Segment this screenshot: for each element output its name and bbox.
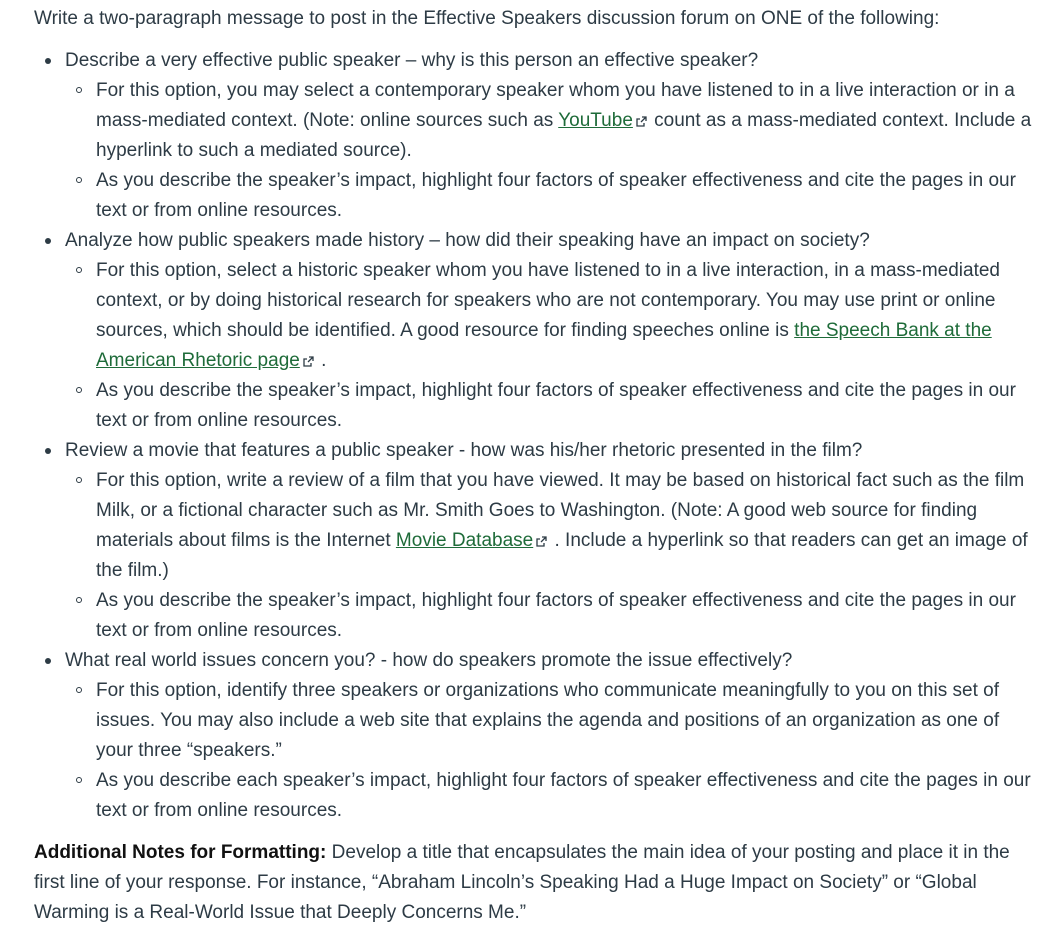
- option-list-item: [65, 226, 1034, 436]
- formatting-notes-paragraph: [34, 838, 1034, 928]
- option-list-item: [65, 646, 1034, 826]
- sub-list-item: As you describe each speaker’s impact, highlight four factors of speaker effectiveness and cite the pages in our text or from online resources.: [96, 766, 1034, 826]
- sub-text-before: For this option, you may select a contemporary speaker whom you have listened to in a live interaction or in a mass-mediated context. (Note: online sources such as: [96, 80, 1015, 131]
- sub-list-item: For this option, identify three speakers or organizations who communicate meaningfully to you on this set of issues. You may also include a web site that explains the agenda and positions of an organization as one of your three “speakers.”: [96, 676, 1034, 766]
- option-list-item: [65, 436, 1034, 646]
- assignment-content: [34, 4, 1034, 928]
- option-list-item: [65, 46, 1034, 226]
- sub-text-before: For this option, select a historic speaker whom you have listened to in a live interaction, in a mass-mediated context, or by doing historical research for speakers who are not contemporary. You may use print or online sources, which should be identified. A good resource for finding speeches online is: [96, 260, 1001, 341]
- youtube-link[interactable]: YouTube: [558, 110, 633, 131]
- sub-list-item: As you describe the speaker’s impact, highlight four factors of speaker effectiveness and cite the pages in our text or from online resources.: [96, 166, 1034, 226]
- option-heading: What real world issues concern you? - how do speakers promote the issue effectively?: [65, 650, 793, 671]
- speech-bank-link[interactable]: the Speech Bank at the American Rhetoric page: [96, 320, 992, 371]
- options-list: [34, 46, 1034, 826]
- sub-text-after: count as a mass-mediated context. Include a hyperlink to such a mediated source).: [96, 110, 1032, 161]
- option-heading: Describe a very effective public speaker – why is this person an effective speaker?: [65, 50, 759, 71]
- sub-text-after: .: [315, 350, 327, 371]
- option-sublist: [65, 676, 1034, 826]
- formatting-notes-text: Develop a title that encapsulates the main idea of your posting and place it in the first line of your response. For instance, “Abraham Lincoln’s Speaking Had a Huge Impact on Society” or “Global Warming is a Real-World Issue that Deeply Concerns Me.”: [34, 842, 1010, 923]
- option-sublist: [65, 256, 1034, 436]
- sub-list-item: [96, 256, 1034, 376]
- sub-text-before: For this option, write a review of a film that you have viewed. It may be based on historical fact such as the film Milk, or a fictional character such as Mr. Smith Goes to Washington. (Note: A good web source for finding materials about films is the Internet: [96, 470, 1025, 551]
- external-link-icon: [303, 356, 314, 367]
- option-heading: Analyze how public speakers made history – how did their speaking have an impact on society?: [65, 230, 870, 251]
- option-sublist: [65, 76, 1034, 226]
- movie-database-link[interactable]: Movie Database: [395, 530, 534, 551]
- sub-text-after: . Include a hyperlink so that readers can get an image of the film.): [96, 530, 1028, 581]
- intro-paragraph: Write a two-paragraph message to post in the Effective Speakers discussion forum on ONE of the following:: [34, 8, 940, 29]
- formatting-notes-label: Additional Notes for Formatting:: [34, 842, 327, 863]
- option-sublist: [65, 466, 1034, 646]
- external-link-icon: [536, 536, 547, 547]
- option-heading: Review a movie that features a public speaker - how was his/her rhetoric presented in the film?: [65, 440, 863, 461]
- external-link-icon: [636, 116, 647, 127]
- sub-list-item: [96, 466, 1034, 586]
- sub-list-item: As you describe the speaker’s impact, highlight four factors of speaker effectiveness and cite the pages in our text or from online resources.: [96, 586, 1034, 646]
- sub-list-item: [96, 76, 1034, 166]
- sub-list-item: As you describe the speaker’s impact, highlight four factors of speaker effectiveness and cite the pages in our text or from online resources.: [96, 376, 1034, 436]
